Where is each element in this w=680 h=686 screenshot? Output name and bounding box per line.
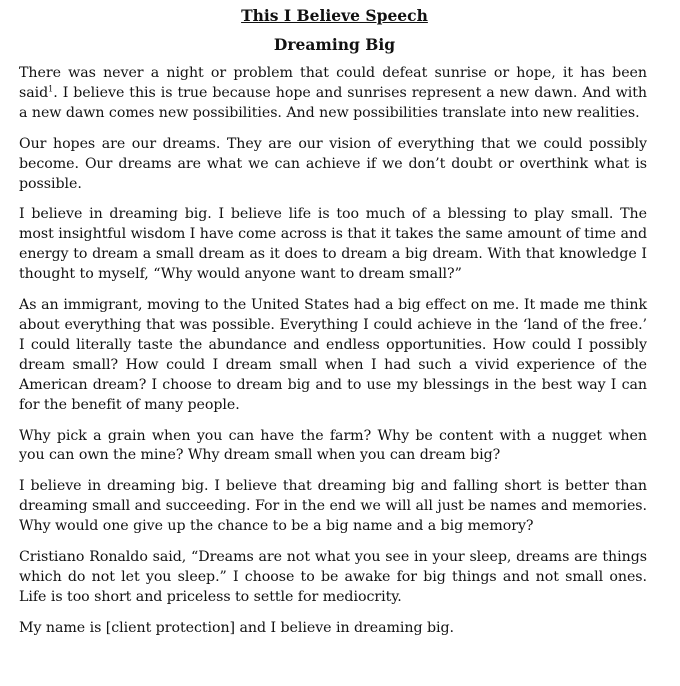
paragraph-7: Cristiano Ronaldo said, “Dreams are not what you see in your sleep, dreams are things which do not let you sleep.” I choose to be awake for big things and not small ones. Life is too short and priceless to settle for mediocrity. bbox=[19, 549, 647, 605]
document-subtitle: Dreaming Big bbox=[273, 35, 396, 54]
paragraph-6: I believe in dreaming big. I believe that dreaming big and falling short is better than dreaming small and succeeding. For in the end we will all just be names and memories. Why would one give up the chance to be a big name and a big memory? bbox=[19, 478, 647, 535]
document-page bbox=[19, 4, 647, 650]
footnote-marker[interactable]: 1 bbox=[48, 84, 54, 94]
paragraph-2: Our hopes are our dreams. They are our vision of everything that we could possibly become. Our dreams are what we can achieve if we don’t doubt or overthink what is possible. bbox=[19, 135, 647, 192]
paragraph-1-text-before: There was never a night or problem that could defeat sunrise or hope, it has been said bbox=[19, 65, 647, 101]
document-title: This I Believe Speech bbox=[241, 6, 428, 25]
paragraph-1 bbox=[19, 64, 647, 124]
paragraph-3: I believe in dreaming big. I believe life is too much of a blessing to play small. The most insightful wisdom I have come across is that it takes the same amount of time and energy to dream a small dream as it does to dream a big dream. With that knowledge I thought to myself, “Why would anyone want to dream small?” bbox=[19, 206, 647, 283]
paragraph-4: As an immigrant, moving to the United States had a big effect on me. It made me think about everything that was possible. Everything I could achieve in the ‘land of the free.’ I could literally taste the abundance and endless opportunities. How could I possibly dream small? How could I dream small when I had such a vivid experience of the American dream? I choose to dream big and to use my blessings in the best way I can for the benefit of many people. bbox=[19, 297, 647, 413]
paragraph-8: My name is [client protection] and I believe in dreaming big. bbox=[19, 619, 455, 636]
paragraph-1-text-after: . I believe this is true because hope and sunrises represent a new dawn. And with a new dawn comes new possibilities. And new possibilities translate into new realities. bbox=[19, 84, 647, 121]
paragraph-5: Why pick a grain when you can have the farm? Why be content with a nugget when you can own the mine? Why dream small when you can dream big? bbox=[19, 427, 647, 464]
